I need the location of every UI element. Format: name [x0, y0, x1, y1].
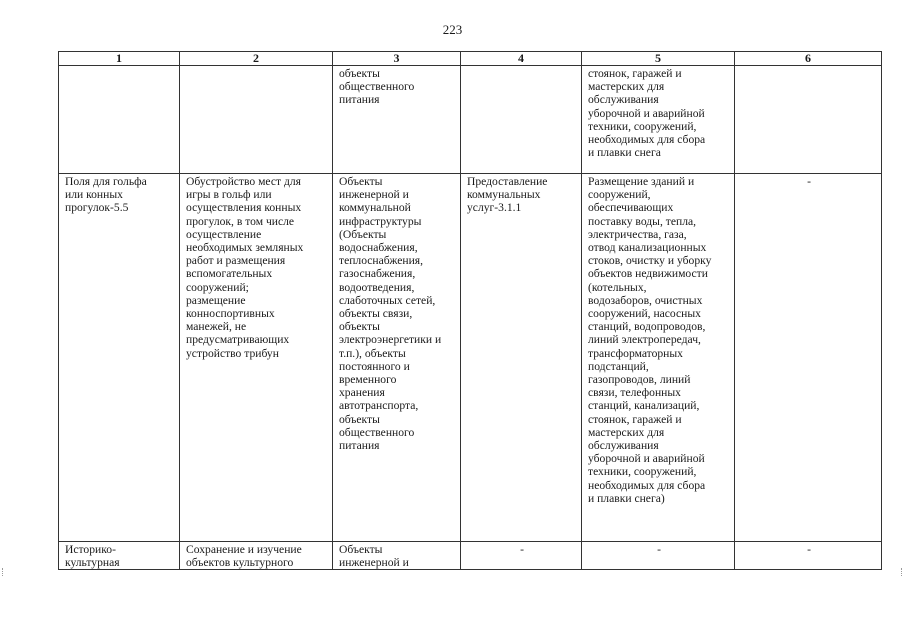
table-cell: - — [735, 542, 882, 570]
table-cell: - — [735, 174, 882, 542]
page-number: 223 — [442, 22, 463, 37]
table-cell: стоянок, гаражей и мастерских для обслуживания уборочной и аварийной техники, сооружений, необходимых для сбора и плавки снега — [582, 66, 735, 174]
header-row — [59, 52, 882, 66]
table-cell: Объекты инженерной и коммунальной инфраструктуры (Объекты водоснабжения, теплоснабжения, газоснабжения, водоотведения, слаботочных сетей, объекты связи, объекты электроэнергетики и т.п.), объекты постоянного и временного хранения автотранспорта, объекты общественного питания — [333, 174, 461, 542]
column-header-6: 6 — [735, 52, 882, 66]
table-cell: Обустройство мест для игры в гольф или осуществления конных прогулок, в том числе осуществление необходимых земляных работ и размещения вспомогательных сооружений; размещение конноспортивных манежей, не предусматривающих устройство трибун — [180, 174, 333, 542]
table-cell: Сохранение и изучение объектов культурного — [180, 542, 333, 570]
table-cell: Поля для гольфа или конных прогулок-5.5 — [59, 174, 180, 542]
scan-edge-mark — [901, 568, 903, 576]
table-cell — [180, 66, 333, 174]
table-cell — [59, 66, 180, 174]
column-header-3: 3 — [333, 52, 461, 66]
page-bottom-cutoff — [0, 577, 905, 640]
table-cell: Предоставление коммунальных услуг-3.1.1 — [461, 174, 582, 542]
table-cell: - — [582, 542, 735, 570]
column-header-2: 2 — [180, 52, 333, 66]
table-cell: Историко- культурная — [59, 542, 180, 570]
column-header-1: 1 — [59, 52, 180, 66]
table-cell: объекты общественного питания — [333, 66, 461, 174]
table-row — [59, 174, 882, 542]
table-cell — [735, 66, 882, 174]
table-cell: Размещение зданий и сооружений, обеспечивающих поставку воды, тепла, электричества, газа, отвод канализационных стоков, очистку и уборку объектов недвижимости (котельных, водозаборов, очистных сооружений, насосных станций, водопроводов, линий электропередач, трансформаторных подстанций, газопроводов, линий связи, телефонных станций, канализаций, стоянок, гаражей и мастерских для обслуживания уборочной и аварийной техники, сооружений, необходимых для сбора и плавки снега) — [582, 174, 735, 542]
table-cell — [461, 66, 582, 174]
table-row — [59, 542, 882, 570]
table-cell: Объекты инженерной и — [333, 542, 461, 570]
table-cell: - — [461, 542, 582, 570]
column-header-4: 4 — [461, 52, 582, 66]
table-row — [59, 66, 882, 174]
column-header-5: 5 — [582, 52, 735, 66]
scan-edge-mark — [2, 568, 4, 576]
zoning-table — [58, 51, 882, 570]
